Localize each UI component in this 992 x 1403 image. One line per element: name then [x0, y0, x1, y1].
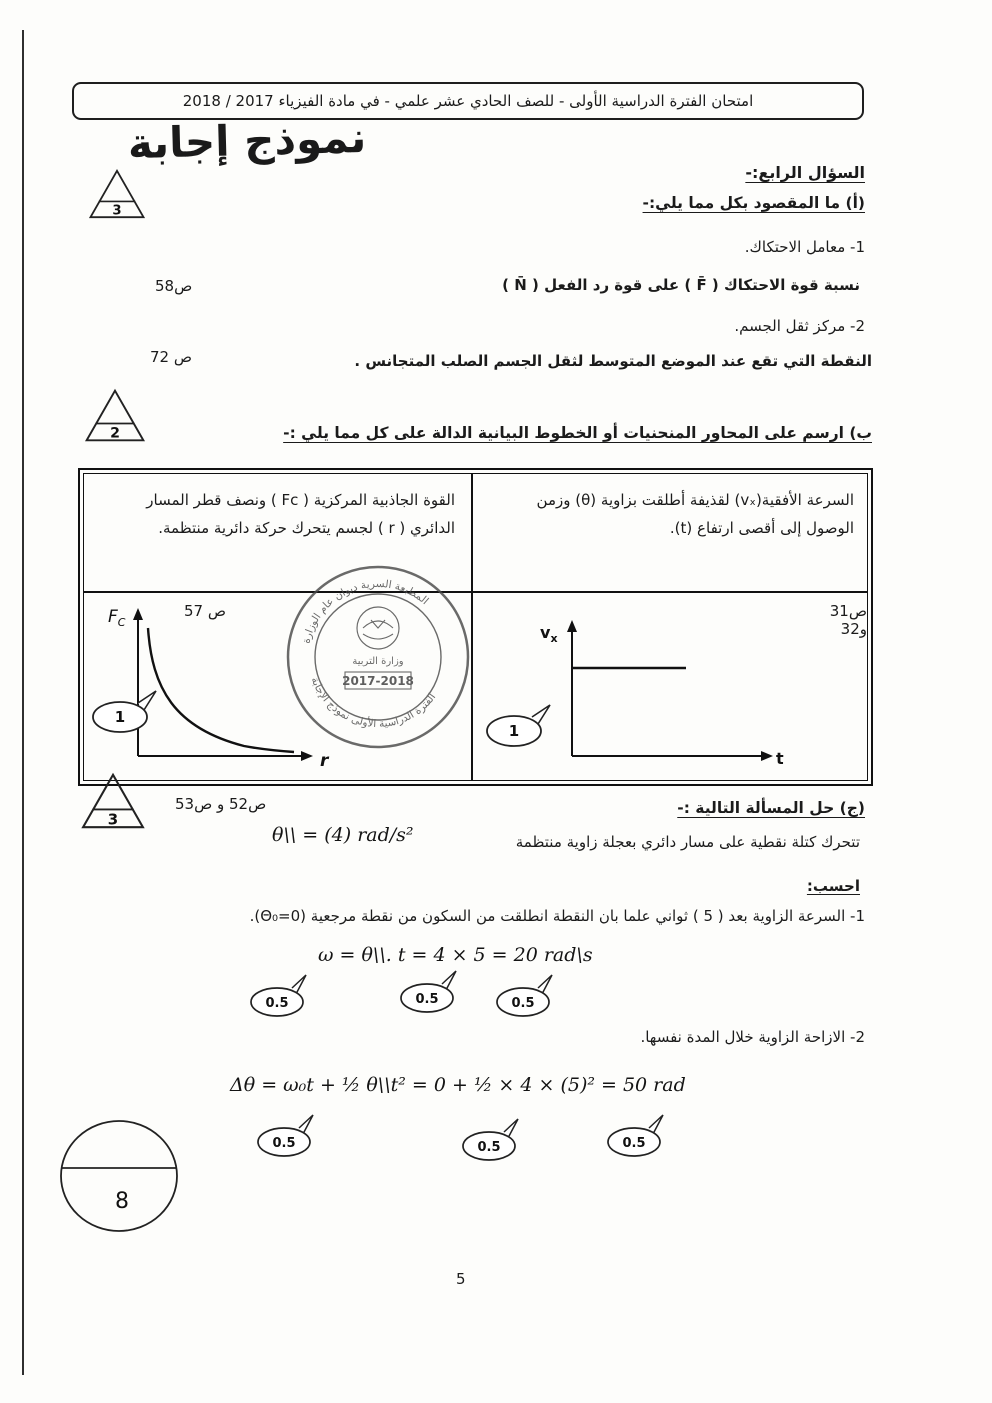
scan-edge-line	[22, 30, 24, 1375]
triangle-mark-value: 3	[107, 810, 119, 829]
triangle-mark-value: 2	[110, 425, 120, 442]
given-equation: θ\\ = (4) rad/s²	[272, 824, 414, 846]
page-number: 5	[456, 1270, 466, 1288]
left-graph-page-ref: ص 57	[184, 602, 226, 620]
bubble-mark-value: 0.5	[415, 992, 439, 1007]
y-axis-arrowhead	[133, 608, 143, 620]
mark-bubble-q1-3	[494, 972, 560, 1020]
part-a-item2-answer: النقطة التي تقع عند الموضع المتوسط لثقل الجسم الصلب المتجانس .	[354, 352, 872, 370]
bubble-mark-value: 1	[508, 722, 520, 740]
mark-bubble-q2-2	[460, 1116, 526, 1164]
t-axis-label: t	[776, 749, 784, 768]
part-c-q1-text: 1- السرعة الزاوية بعد ( 5 ) ثواني علما بان النقطة انطلقت من السكون من نقطة مرجعية (Θ₀=0).	[249, 907, 865, 925]
bubble-mark-value: 1	[114, 708, 126, 726]
part-c-q2-text: 2- الازاحة الزاوية خلال المدة نفسها.	[640, 1028, 865, 1046]
table-cell-projectile: السرعة الأفقية(vₓ) لقذيفة أطلقت بزاوية (θ) وزمن الوصول إلى أقصى ارتفاع (t).	[536, 491, 854, 537]
mark-bubble-right-graph	[484, 700, 554, 750]
part-b-heading: ب) ارسم على المحاور المنحنيات أو الخطوط البيانية الدالة على كل مما يلي :-	[283, 424, 872, 442]
graphs-table-inner	[83, 473, 868, 781]
mark-triangle-part-c	[80, 772, 146, 830]
exam-header-title: امتحان الفترة الدراسية الأولى - للصف الحادي عشر علمي - في مادة الفيزياء 2017 / 2018	[182, 92, 754, 110]
mark-triangle-part-b	[84, 388, 146, 443]
mark-bubble-q2-3	[605, 1112, 671, 1160]
mark-bubble-q2-1	[255, 1112, 321, 1160]
r-axis-label: r	[320, 751, 329, 771]
stamp-bottom-arc-textpath: الفترة الدراسية الأولى نموذج الإجابة	[308, 675, 439, 731]
y-axis-arrowhead	[567, 620, 577, 632]
total-mark-ellipse	[58, 1118, 180, 1234]
part-c-page-ref: ص52 و ص53	[175, 795, 267, 813]
mark-bubble-q1-2	[398, 968, 464, 1016]
answer-model-title: نموذج إجابة	[127, 112, 367, 169]
bubble-mark-value: 0.5	[511, 996, 535, 1011]
part-a-item2-page-ref: ص 72	[150, 348, 192, 366]
problem-statement: تتحرك كتلة نقطية على مسار دائري بعجلة زاوية منتظمة	[515, 833, 860, 851]
stamp-middle-text: وزارة التربية	[352, 656, 404, 667]
total-mark-value: 8	[115, 1189, 129, 1214]
stamp-emblem-falcon	[363, 620, 393, 639]
stamp-year: 2017-2018	[342, 674, 414, 688]
vx-label-main: v	[540, 623, 551, 642]
fc-label-main: F	[108, 607, 118, 627]
q2-equation: Δθ = ω₀t + ½ θ\\t² = 0 + ½ × 4 × (5)² = 50 rad	[230, 1074, 686, 1096]
right-graph-page-ref: ص31 و32	[829, 602, 867, 638]
x-axis-arrowhead	[301, 751, 313, 761]
part-a-item2-label: 2- مركز ثقل الجسم.	[734, 317, 865, 335]
part-a-item1-answer: نسبة قوة الاحتكاك ( F̄ ) على قوة رد الفعل ( N̄ )	[502, 276, 860, 294]
exam-header-box	[72, 82, 864, 120]
hyperbola-curve	[148, 628, 294, 752]
part-a-heading: (أ) ما المقصود بكل مما يلي:-	[642, 194, 865, 212]
table-cell-centripetal: القوة الجاذبية المركزية ( Fc ) ونصف قطر المسار الدائري ( r ) لجسم يتحرك حركة دائرية منتظمة.	[146, 491, 455, 537]
mark-bubble-left-graph	[90, 686, 160, 736]
table-header-divider	[84, 591, 867, 593]
total-ellipse-outline	[61, 1121, 177, 1231]
fc-axis-label	[108, 607, 126, 629]
q1-equation: ω = θ\\. t = 4 × 5 = 20 rad\s	[318, 944, 593, 966]
fc-label-sub: C	[117, 616, 126, 629]
vx-label-sub: x	[550, 632, 558, 645]
triangle-mark-value: 3	[112, 203, 122, 219]
ministry-stamp	[283, 562, 473, 752]
graphs-table	[78, 468, 873, 786]
question-heading: السؤال الرابع:-	[745, 163, 865, 182]
bubble-mark-value: 0.5	[477, 1140, 501, 1155]
mark-bubble-q1-1	[248, 972, 314, 1020]
x-axis-arrowhead	[761, 751, 773, 761]
part-a-item1-page-ref: ص58	[155, 277, 193, 295]
part-c-heading: (ج) حل المسألة التالية :-	[677, 799, 865, 817]
bubble-mark-value: 0.5	[265, 996, 289, 1011]
bubble-mark-value: 0.5	[622, 1136, 646, 1151]
bubble-mark-value: 0.5	[272, 1136, 296, 1151]
mark-triangle-part-a	[88, 168, 146, 220]
stamp-top-arc-textpath: المطبعة السرية ديوان عام الوزارة	[300, 577, 431, 645]
vx-axis-label	[540, 623, 558, 645]
compute-label: احسب:	[806, 877, 860, 895]
part-a-item1-label: 1- معامل الاحتكاك.	[744, 238, 865, 256]
vx-vs-t-graph	[524, 606, 804, 774]
